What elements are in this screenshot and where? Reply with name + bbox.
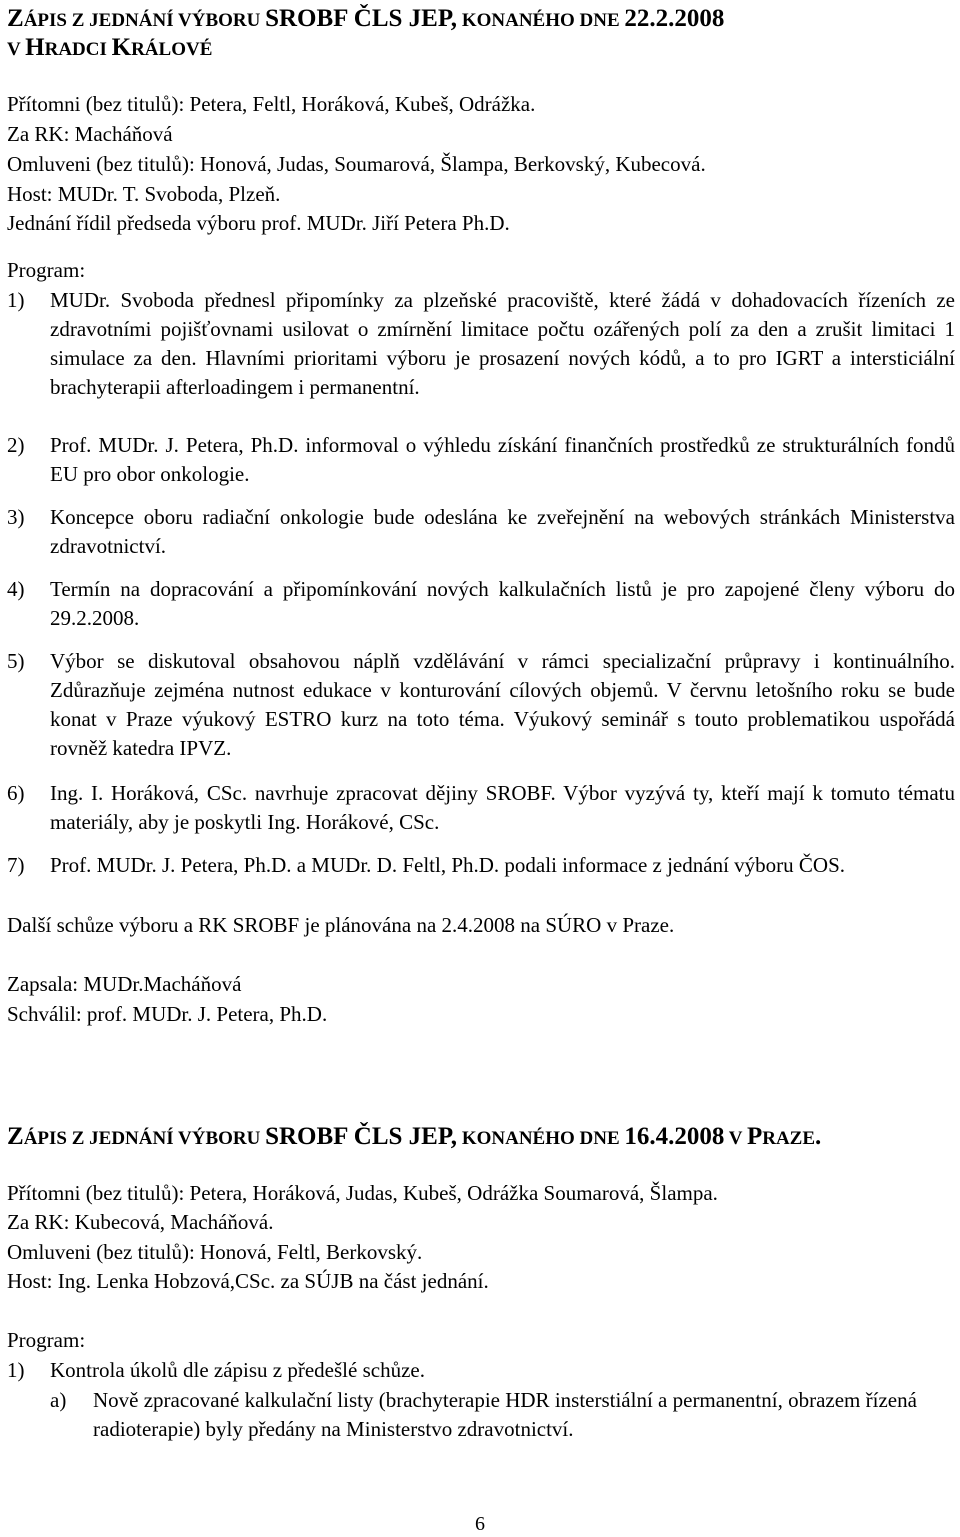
meeting1-recorded-by: Zapsala: MUDr.Macháňová <box>7 972 242 996</box>
item-text: MUDr. Svoboda přednesl připomínky za plzeňské pracoviště, které žádá v dohadovacích řízeních ze zdravotními pojišťovnami usilovat o zmírnění limitace počtu ozářených polí za den a zrušit limitaci 1 simulace za den. Hlavními prioritami výboru je prosazení nových kódů, a to pro IGRT a intersticiální brachyterapii afterloadingem i permanentní. <box>50 288 955 399</box>
item-text: Prof. MUDr. J. Petera, Ph.D. a MUDr. D. Feltl, Ph.D. podali informace z jednání výboru ČOS. <box>50 853 845 877</box>
meeting1-guest: Host: MUDr. T. Svoboda, Plzeň. <box>7 182 281 206</box>
item-text: Kontrola úkolů dle zápisu z předešlé schůze. <box>50 1358 425 1382</box>
item-number: 3) <box>7 505 25 529</box>
item-text: Koncepce oboru radiační onkologie bude odeslána ke zveřejnění na webových stránkách Ministerstva zdravotnictví. <box>50 505 955 558</box>
item-number: 1) <box>7 288 25 312</box>
page-number: 6 <box>475 1513 485 1535</box>
meeting2-guest: Host: Ing. Lenka Hobzová,CSc. za SÚJB na část jednání. <box>7 1269 489 1293</box>
meeting1-excused: Omluveni (bez titulů): Honová, Judas, Soumarová, Šlampa, Berkovský, Kubecová. <box>7 152 706 176</box>
item-number: 4) <box>7 577 25 601</box>
meeting2-excused: Omluveni (bez titulů): Honová, Feltl, Berkovský. <box>7 1240 423 1264</box>
meeting1-next-meeting: Další schůze výboru a RK SROBF je plánována na 2.4.2008 na SÚRO v Praze. <box>7 913 675 937</box>
meeting2-program-label: Program: <box>7 1328 86 1352</box>
item-text: Termín na dopracování a připomínkování nových kalkulačních listů je pro zapojené členy výboru do 29.2.2008. <box>50 577 955 630</box>
item-text: Prof. MUDr. J. Petera, Ph.D. informoval o výhledu získání finančních prostředků ze strukturálních fondů EU pro obor onkologie. <box>50 433 955 486</box>
item-number: 1) <box>7 1358 25 1382</box>
meeting2-heading: ZÁPIS Z JEDNÁNÍ VÝBORU SROBF ČLS JEP, KONANÉHO DNE 16.4.2008 V PRAZE. <box>7 1123 822 1150</box>
item-number: 6) <box>7 781 25 805</box>
item-text: Ing. I. Horáková, CSc. navrhuje zpracovat dějiny SROBF. Výbor vyzývá ty, kteří mají k tomuto tématu materiály, aby je poskytli Ing. Horákové, CSc. <box>50 781 955 834</box>
meeting1-program-label: Program: <box>7 258 86 282</box>
item-text: Výbor se diskutoval obsahovou náplň vzdělávání v rámci specializační průpravy i kontinuálního. Zdůrazňuje zejména nutnost edukace v konturování cílových objemů. V červnu letošního roku se bude konat v Praze výukový ESTRO kurz na toto téma. Výukový seminář s touto problematikou uspořádá rovněž katedra IPVZ. <box>50 649 955 760</box>
meeting1-present: Přítomni (bez titulů): Petera, Feltl, Horáková, Kubeš, Odrážka. <box>7 92 536 116</box>
meeting2-rk: Za RK: Kubecová, Macháňová. <box>7 1210 274 1234</box>
meeting1-heading-line2: V HRADCI KRÁLOVÉ <box>7 34 213 61</box>
item-number: 5) <box>7 649 25 673</box>
item-number: 7) <box>7 853 25 877</box>
meeting1-heading-line1: ZÁPIS Z JEDNÁNÍ VÝBORU SROBF ČLS JEP, KONANÉHO DNE 22.2.2008 <box>7 5 725 32</box>
meeting1-approved-by: Schválil: prof. MUDr. J. Petera, Ph.D. <box>7 1002 328 1026</box>
meeting1-chair: Jednání řídil předseda výboru prof. MUDr. Jiří Petera Ph.D. <box>7 211 510 235</box>
subitem-letter: a) <box>50 1388 67 1412</box>
item-number: 2) <box>7 433 25 457</box>
meeting1-rk: Za RK: Macháňová <box>7 122 173 146</box>
subitem-text: Nově zpracované kalkulační listy (brachyterapie HDR insterstiální a permanentní, obrazem řízená radioterapie) byly předány na Ministerstvo zdravotnictví. <box>93 1388 917 1441</box>
meeting2-present: Přítomni (bez titulů): Petera, Horáková, Judas, Kubeš, Odrážka Soumarová, Šlampa. <box>7 1181 718 1205</box>
